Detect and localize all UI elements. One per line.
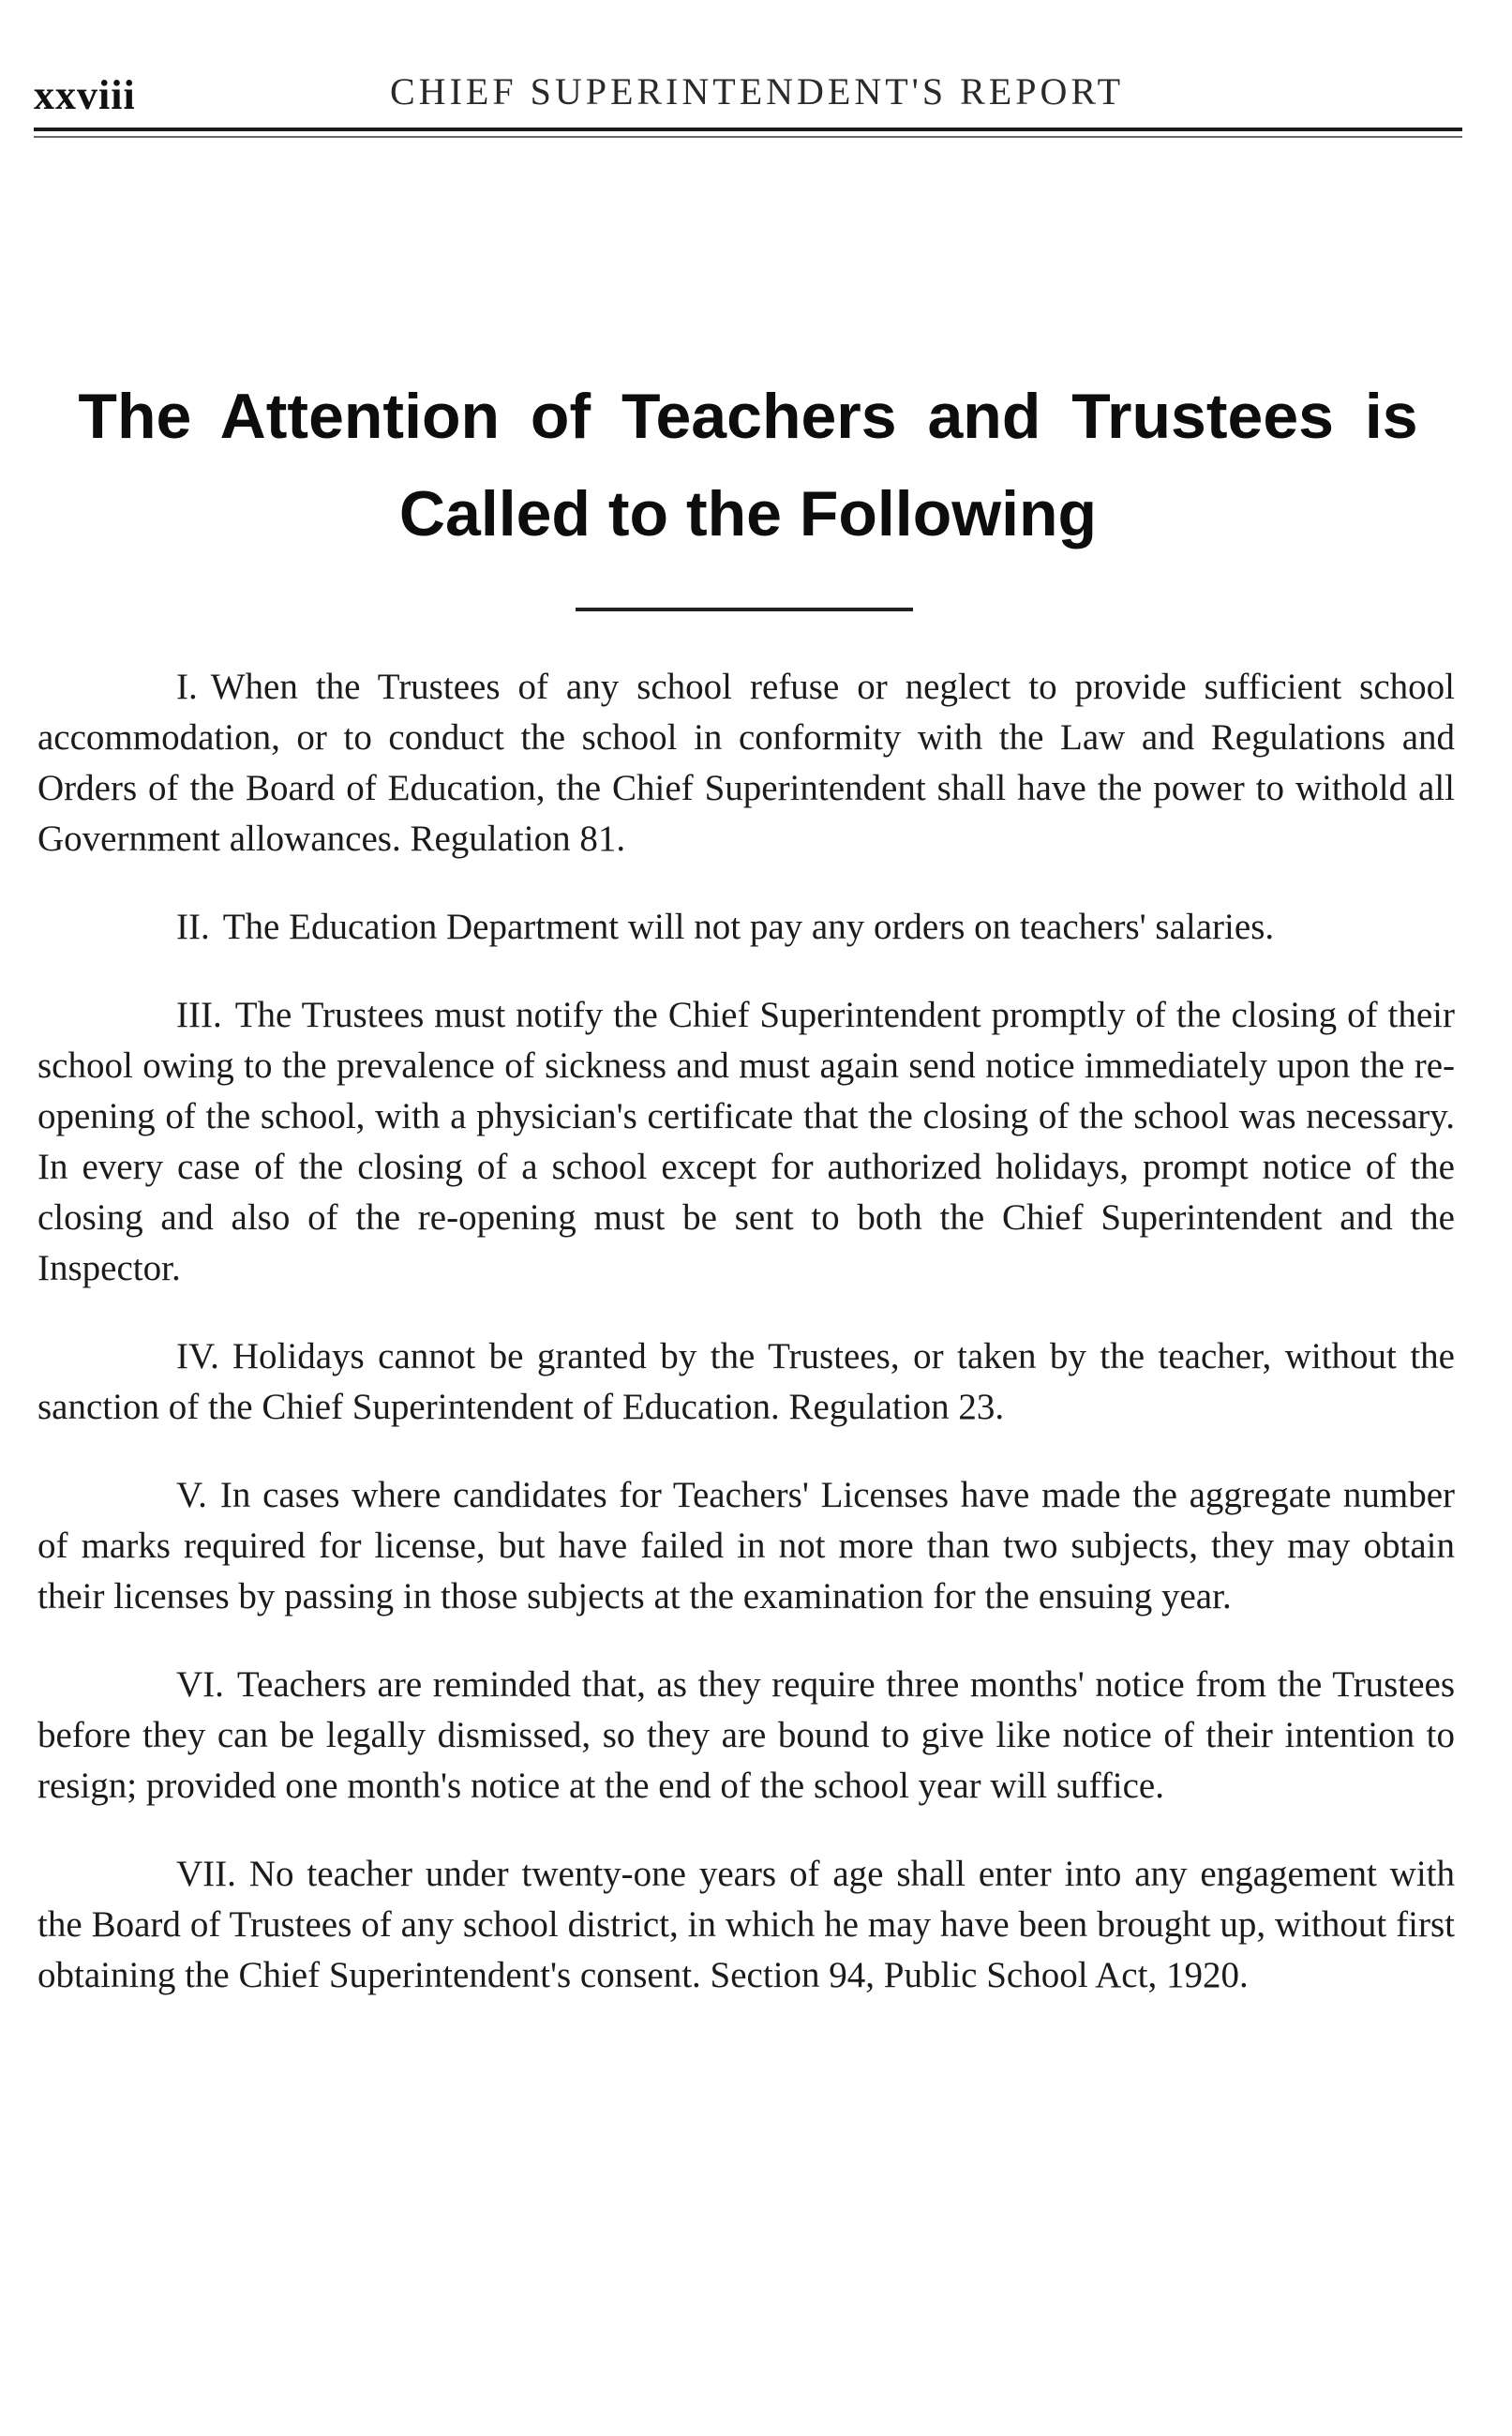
page-number: xxviii — [34, 72, 136, 118]
notice-text: No teacher under twenty-one years of age shall enter into any engagement with the Board of Trustees of any school district, in which he may have been brought up, without first obtaining the Chief Superintendent's consent. Section 94, Public School Act, 1920. — [37, 1854, 1455, 1995]
notice-numeral: VII. — [176, 1854, 236, 1894]
header-rule — [34, 128, 1462, 131]
notice-numeral: II. — [176, 907, 210, 947]
notice-paragraph-5 — [37, 1470, 1455, 1622]
notice-numeral: VI. — [176, 1664, 224, 1705]
notice-text: The Education Department will not pay any orders on teachers' salaries. — [222, 907, 1275, 947]
notice-numeral: V. — [176, 1475, 207, 1515]
page-title-line-1: The Attention of Teachers and Trustees is — [78, 381, 1418, 452]
header-rule-secondary — [34, 136, 1462, 138]
page-title — [34, 368, 1462, 563]
notice-list — [37, 662, 1455, 2038]
running-title: CHIEF SUPERINTENDENT'S REPORT — [390, 70, 1125, 113]
notice-paragraph-6 — [37, 1660, 1455, 1812]
notice-text: Holidays cannot be granted by the Trustees, or taken by the teacher, without the sanction of the Chief Superintendent of Education. Regulation 23. — [37, 1336, 1455, 1427]
notice-numeral: III. — [176, 995, 222, 1035]
notice-numeral: I. — [176, 667, 198, 707]
notice-paragraph-3 — [37, 990, 1455, 1294]
notice-paragraph-2 — [37, 902, 1455, 953]
notice-text: In cases where candidates for Teachers' Licenses have made the aggregate number of marks required for license, but have failed in not more than two subjects, they may obtain their licenses by passing in those subjects at the examination for the ensuing year. — [37, 1475, 1455, 1616]
title-divider — [576, 608, 913, 611]
notice-numeral: IV. — [176, 1336, 219, 1376]
notice-text: Teachers are reminded that, as they require three months' notice from the Trustees before they can be legally dismissed, so they are bound to give like notice of their intention to resign; provided one month's notice at the end of the school year will suffice. — [37, 1664, 1455, 1806]
notice-text: The Trustees must notify the Chief Superintendent promptly of the closing of their school owing to the prevalence of sickness and must again send notice immediately upon the re-opening of the school, with a physician's certificate that the closing of the school was necessary. In every case of the closing of a school except for authorized holidays, prompt notice of the closing and also of the re-opening must be sent to both the Chief Superintendent and the Inspector. — [37, 995, 1455, 1288]
notice-paragraph-1 — [37, 662, 1455, 865]
notice-text: When the Trustees of any school refuse or neglect to provide sufficient school accommodation, or to conduct the school in conformity with the Law and Regulations and Orders of the Board of Education, the Chief Superintendent shall have the power to withold all Government allowances. Regulation 81. — [37, 667, 1455, 859]
notice-paragraph-4 — [37, 1331, 1455, 1433]
notice-paragraph-7 — [37, 1849, 1455, 2001]
page-title-line-2: Called to the Following — [398, 478, 1098, 549]
running-head — [34, 64, 1462, 120]
